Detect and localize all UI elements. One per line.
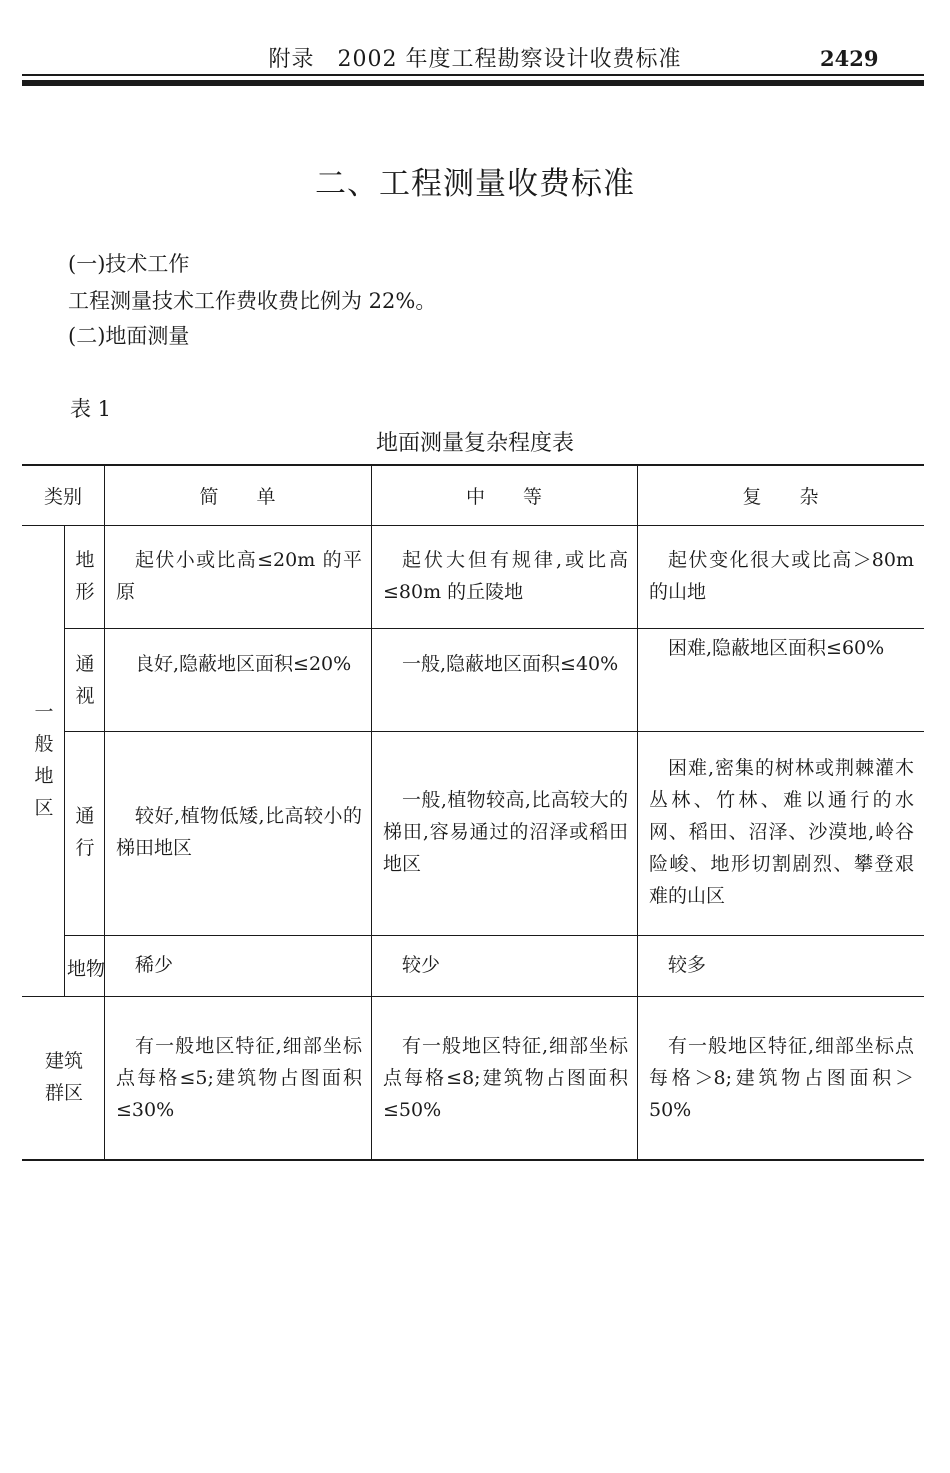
ground-survey-heading: (二)地面测量 bbox=[68, 324, 190, 348]
features-medium: 较少 bbox=[402, 954, 441, 976]
terrain-medium: 起伏大但有规律,或比高≤80m 的丘陵地 bbox=[383, 549, 628, 603]
table-top-rule bbox=[22, 464, 924, 466]
col-rule bbox=[64, 525, 65, 996]
row-rule bbox=[22, 996, 924, 997]
row-label-terrain: 地形 bbox=[75, 549, 95, 603]
visibility-simple: 良好,隐蔽地区面积≤20% bbox=[135, 653, 352, 675]
tech-work-text: 工程测量技术工作费收费比例为 22%。 bbox=[68, 289, 437, 313]
table-bottom-rule bbox=[22, 1159, 924, 1161]
header-complex: 复 杂 bbox=[742, 486, 819, 508]
visibility-complex: 困难,隐蔽地区面积≤60% bbox=[668, 637, 885, 659]
section-title: 二、工程测量收费标准 bbox=[315, 166, 635, 202]
col-rule bbox=[637, 464, 638, 1160]
row-label-features: 地物 bbox=[66, 958, 105, 980]
row-label-visibility: 通视 bbox=[75, 653, 95, 707]
terrain-complex: 起伏变化很大或比高＞80m 的山地 bbox=[649, 549, 914, 603]
page-number: 2429 bbox=[820, 46, 879, 71]
col-rule bbox=[104, 464, 105, 1160]
visibility-medium: 一般,隐蔽地区面积≤40% bbox=[402, 653, 619, 675]
building-simple: 有一般地区特征,细部坐标点每格≤5;建筑物占图面积≤30% bbox=[116, 1035, 362, 1121]
row-rule bbox=[64, 935, 924, 936]
col-rule bbox=[371, 464, 372, 1160]
passability-simple: 较好,植物低矮,比高较小的梯田地区 bbox=[116, 805, 362, 859]
building-complex: 有一般地区特征,细部坐标点每格＞8;建筑物占图面积＞50% bbox=[649, 1035, 914, 1121]
passability-medium: 一般,植物较高,比高较大的梯田,容易通过的沼泽或稻田地区 bbox=[383, 789, 628, 875]
building-medium: 有一般地区特征,细部坐标点每格≤8;建筑物占图面积≤50% bbox=[383, 1035, 628, 1121]
building-area-label: 建筑群区 bbox=[44, 1050, 83, 1104]
running-header-title: 附录 2002 年度工程勘察设计收费标准 bbox=[268, 47, 682, 72]
row-label-passability: 通行 bbox=[75, 805, 95, 859]
header-category: 类别 bbox=[43, 486, 82, 508]
tech-work-heading: (一)技术工作 bbox=[68, 252, 190, 276]
header-simple: 简 单 bbox=[199, 486, 276, 508]
features-simple: 稀少 bbox=[135, 954, 174, 976]
general-area-label: 一般地区 bbox=[34, 701, 54, 819]
row-rule bbox=[64, 731, 924, 732]
table-number: 表 1 bbox=[70, 397, 112, 421]
table-caption: 地面测量复杂程度表 bbox=[375, 431, 574, 456]
row-rule bbox=[64, 628, 924, 629]
terrain-simple: 起伏小或比高≤20m 的平原 bbox=[116, 549, 362, 603]
passability-complex: 困难,密集的树林或荆棘灌木丛林、竹林、难以通行的水网、稻田、沼泽、沙漠地,岭谷险峻、地形切割剧烈、攀登艰难的山区 bbox=[649, 757, 914, 907]
features-complex: 较多 bbox=[668, 954, 707, 976]
header-medium: 中 等 bbox=[465, 486, 542, 508]
header-bottom-rule bbox=[22, 525, 924, 526]
